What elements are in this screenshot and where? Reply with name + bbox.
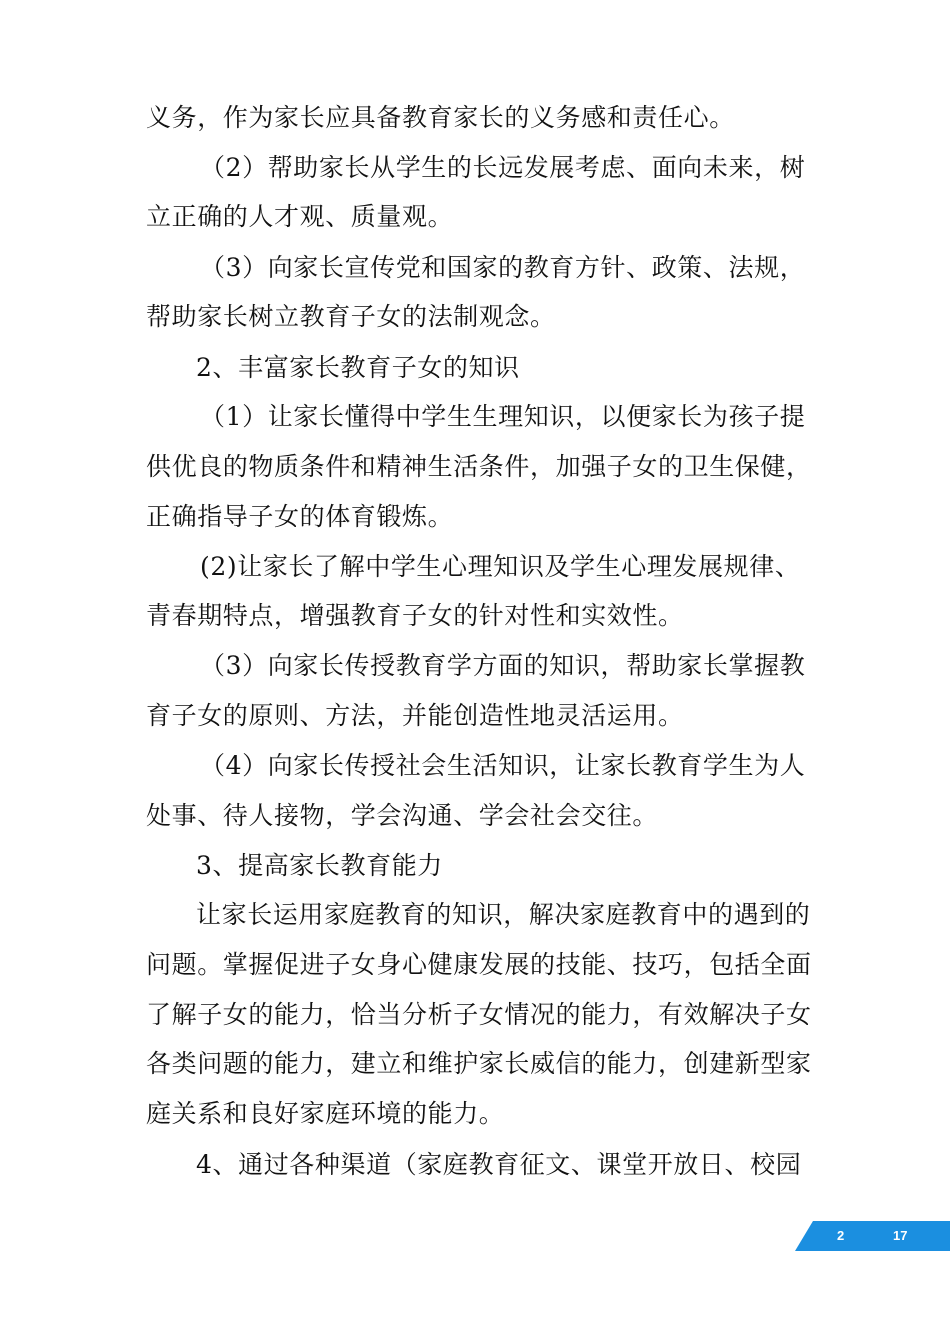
text-line: (2)让家长了解中学生心理知识及学生心理发展规律、	[200, 552, 801, 581]
section-heading: 2、丰富家长教育子女的知识	[196, 353, 520, 382]
text-line: （2）帮助家长从学生的长远发展考虑、面向未来，树	[200, 153, 806, 182]
page-total: 17	[893, 1228, 908, 1243]
text-line: 让家长运用家庭教育的知识，解决家庭教育中的遇到的	[196, 900, 811, 929]
text-line: 帮助家长树立教育子女的法制观念。	[146, 302, 556, 331]
text-line: 供优良的物质条件和精神生活条件，加强子女的卫生保健，	[146, 452, 812, 481]
text-line: 庭关系和良好家庭环境的能力。	[146, 1099, 505, 1128]
text-line: （3）向家长传授教育学方面的知识，帮助家长掌握教	[200, 651, 806, 680]
text-line: （1）让家长懂得中学生生理知识，以便家长为孩子提	[200, 402, 806, 431]
text-line: （4）向家长传授社会生活知识，让家长教育学生为人	[200, 751, 806, 780]
text-line: 各类问题的能力，建立和维护家长威信的能力，创建新型家	[146, 1049, 812, 1078]
text-line: 义务，作为家长应具备教育家长的义务感和责任心。	[146, 103, 735, 132]
page-footer	[795, 1221, 950, 1251]
section-heading: 3、提高家长教育能力	[196, 851, 443, 880]
text-line: 青春期特点，增强教育子女的针对性和实效性。	[146, 601, 684, 630]
section-heading: 4、通过各种渠道（家庭教育征文、课堂开放日、校园	[196, 1150, 802, 1179]
text-line: 立正确的人才观、质量观。	[146, 202, 454, 231]
text-line: 了解子女的能力，恰当分析子女情况的能力，有效解决子女	[146, 1000, 812, 1029]
text-line: 处事、待人接物，学会沟通、学会社会交往。	[146, 801, 659, 830]
text-line: 问题。掌握促进子女身心健康发展的技能、技巧，包括全面	[146, 950, 812, 979]
page-number: 2	[837, 1228, 845, 1243]
text-line: 育子女的原则、方法，并能创造性地灵活运用。	[146, 701, 684, 730]
text-line: 正确指导子女的体育锻炼。	[146, 502, 454, 531]
page-badge-shape	[795, 1221, 950, 1251]
text-line: （3）向家长宣传党和国家的教育方针、政策、法规，	[200, 253, 806, 282]
